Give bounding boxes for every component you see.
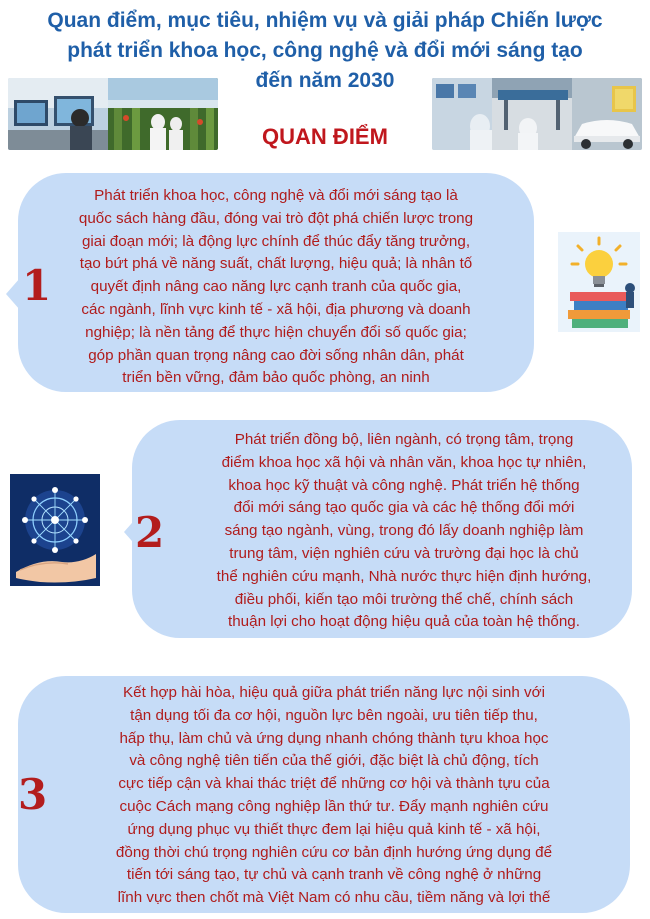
title-line: phát triển khoa học, công nghệ và đổi mới sáng tạo <box>67 39 583 62</box>
point-3-line: Kết hợp hài hòa, hiệu quả giữa phát triển năng lực nội sinh với <box>123 684 545 701</box>
point-2-line: đổi mới sáng tạo quốc gia và các hệ thống đổi mới <box>233 499 575 517</box>
point-2-line: thuận lợi cho hoạt động hiệu quả của toàn hệ thống. <box>228 613 580 631</box>
point-3-line: tiến tới sáng tạo, tự chủ và cạnh tranh về công nghệ ở những <box>126 866 542 884</box>
point-3-number: 3 <box>18 770 48 819</box>
title-line: đến năm 2030 <box>255 69 395 92</box>
point-1-line: giai đoạn mới; là động lực chính để thúc đẩy tăng trưởng, <box>81 232 471 250</box>
point-1-bubble <box>18 173 534 392</box>
point-1-number: 1 <box>22 261 52 310</box>
point-2-bubble <box>132 420 632 638</box>
point-1-line: triển bền vững, đảm bảo quốc phòng, an ninh <box>122 369 430 387</box>
point-2-line: trung tâm, viện nghiên cứu và trường đại học là chủ <box>229 544 579 562</box>
point-1-line: quyết định nâng cao năng lực cạnh tranh của quốc gia, <box>90 278 462 296</box>
section-title: QUAN ĐIỂM <box>262 124 388 149</box>
network-hand-icon <box>10 474 100 586</box>
point-2-line: thể nghiên cứu mạnh, Nhà nước thực hiện định hướng, <box>216 567 592 585</box>
point-1-line: tạo bứt phá về năng suất, chất lượng, hiệu quả; là nhân tố <box>79 255 473 273</box>
point-2-line: khoa học kỹ thuật và công nghệ. Phát triển hệ thống <box>228 476 580 494</box>
point-2-line: Phát triển đồng bộ, liên ngành, có trọng tâm, trọng <box>234 431 574 448</box>
point-3-line: tận dụng tối đa cơ hội, nguồn lực bên ngoài, ưu tiên tiếp thu, <box>130 706 538 724</box>
point-1-line: Phát triển khoa học, công nghệ và đổi mới sáng tạo là <box>94 187 458 204</box>
point-1-line: góp phần quan trọng nâng cao đời sống nhân dân, phát <box>88 346 464 364</box>
point-3-bubble <box>18 676 630 913</box>
point-1-line: các ngành, lĩnh vực kinh tế - xã hội, địa phương và doanh <box>81 300 471 318</box>
point-1-line: nghiệp; là nền tảng để thực hiện chuyển đổi số quốc gia; <box>85 323 467 341</box>
point-3-line: đồng thời chú trọng nghiên cứu cơ bản định hướng ứng dụng để <box>115 843 553 861</box>
point-3-line: hấp thụ, làm chủ và ứng dụng nhanh chóng thành tựu khoa học <box>119 729 549 747</box>
point-2-line: điểm khoa học xã hội và nhân văn, khoa học tự nhiên, <box>221 453 587 471</box>
point-3-line: cực tiếp cận và khai thác triệt để những cơ hội và thành tựu của <box>118 775 550 793</box>
point-1-line: quốc sách hàng đầu, đóng vai trò đột phá chiến lược trong <box>78 209 474 227</box>
point-2-line: sáng tạo ngành, vùng, trong đó lấy doanh nghiệp làm <box>224 522 584 540</box>
lightbulb-books-icon <box>558 232 640 332</box>
point-3-line: lĩnh vực then chốt mà Việt Nam có nhu cầu, tiềm năng và lợi thế <box>117 889 551 907</box>
point-3-line: ứng dụng phục vụ thiết thực đem lại hiệu quả kinh tế - xã hội, <box>127 820 541 838</box>
point-2-number: 2 <box>135 508 165 557</box>
point-3-line: cuộc Cách mạng công nghiệp lần thứ tư. Đẩy mạnh nghiên cứu <box>119 797 549 815</box>
point-2-line: điều phối, kiến tạo môi trường thể chế, chính sách <box>234 590 574 608</box>
point-3-line: và công nghệ tiên tiến của thế giới, đặc biệt là chủ động, tích <box>129 752 539 770</box>
title-line: Quan điểm, mục tiêu, nhiệm vụ và giải pháp Chiến lược <box>47 9 603 32</box>
